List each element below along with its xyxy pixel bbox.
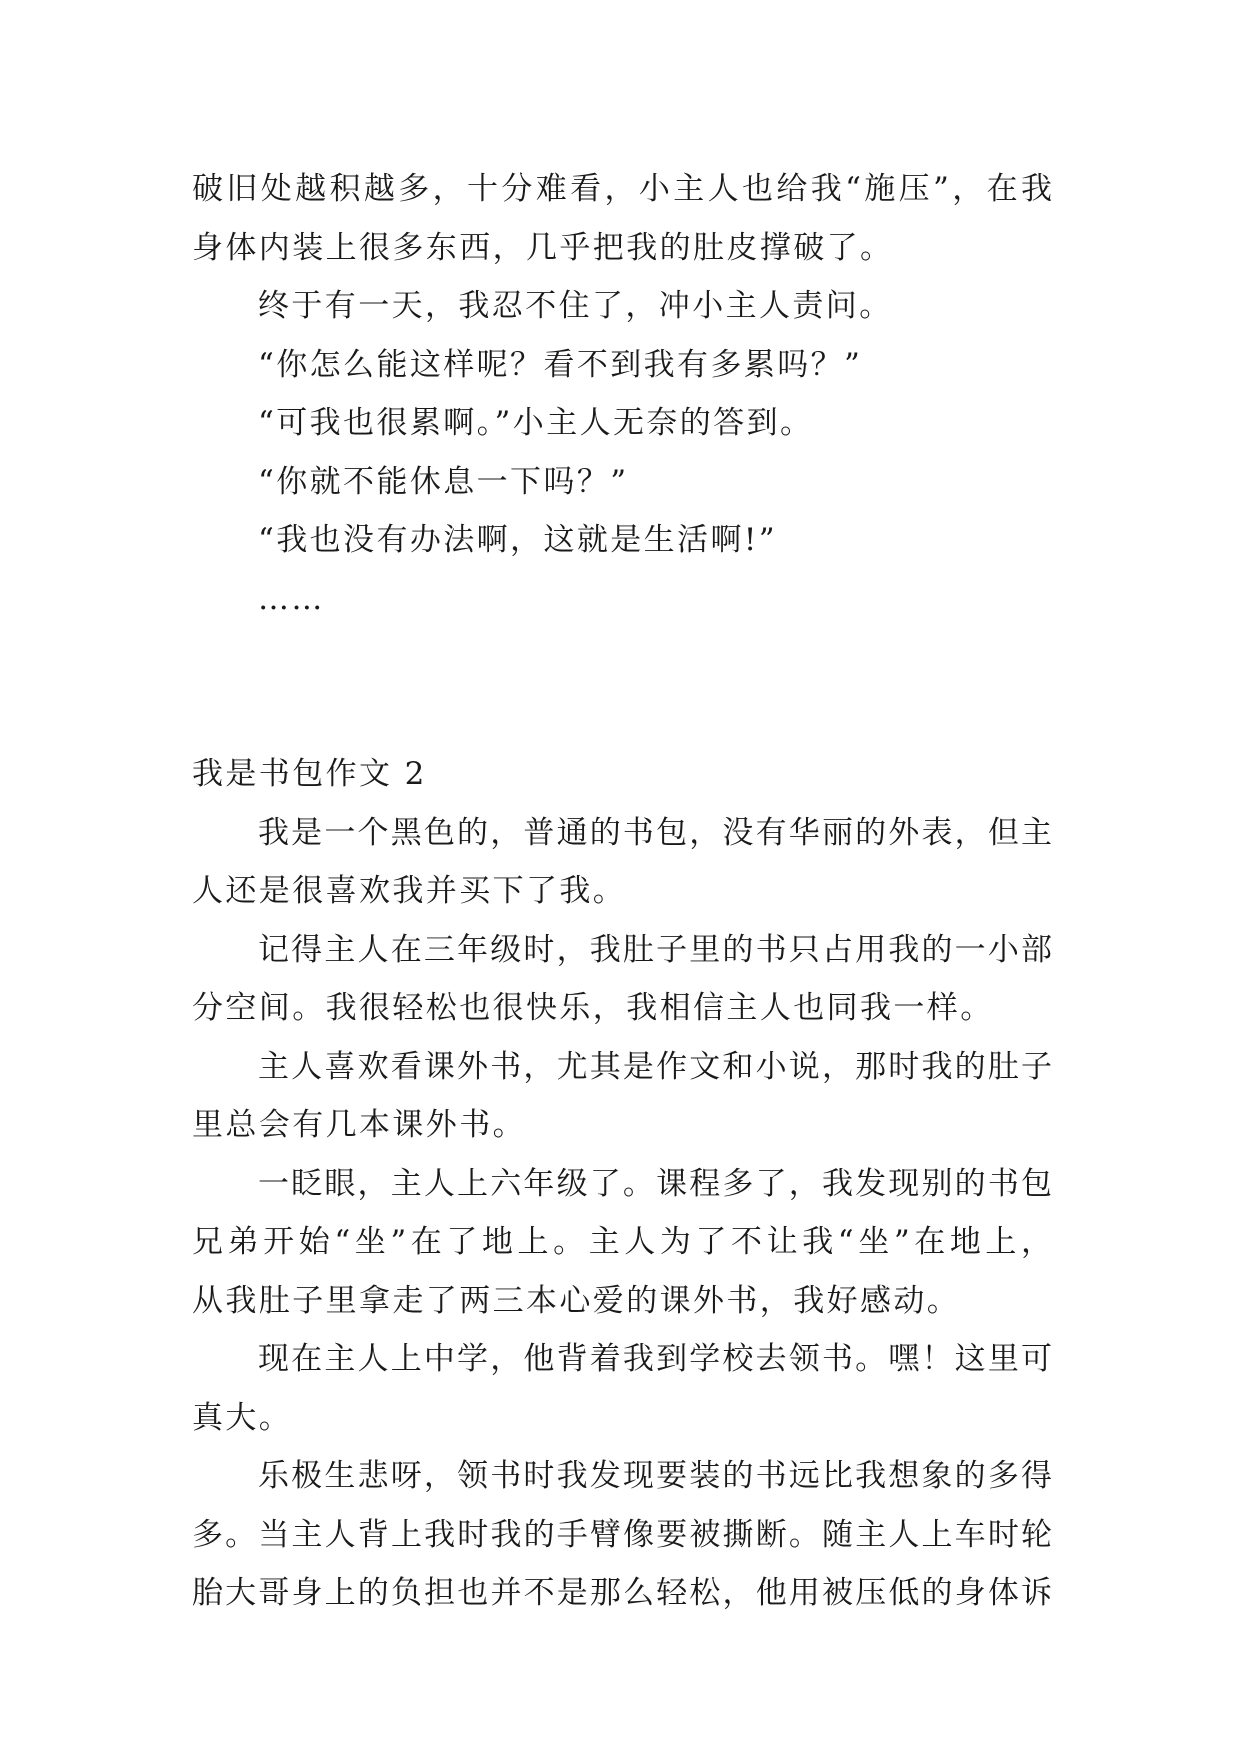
document-page bbox=[192, 160, 1052, 1623]
paragraph-line: 兄弟开始“坐”在了地上。主人为了不让我“坐”在地上， bbox=[192, 1224, 1052, 1260]
paragraph-line: 乐极生悲呀，领书时我发现要装的书远比我想象的多得 bbox=[258, 1458, 1052, 1494]
section-gap bbox=[192, 628, 1052, 745]
dialogue-line: “可我也很累啊。”小主人无奈的答到。 bbox=[258, 405, 814, 441]
paragraph-line: 记得主人在三年级时，我肚子里的书只占用我的一小部 bbox=[258, 931, 1052, 968]
paragraph-line: 人还是很喜欢我并买下了我。 bbox=[192, 873, 627, 909]
paragraph-line: 胎大哥身上的负担也并不是那么轻松，他用被压低的身体诉 bbox=[192, 1575, 1052, 1611]
dialogue-line: “我也没有办法啊，这就是生活啊!” bbox=[258, 522, 777, 558]
paragraph-line: 分空间。我很轻松也很快乐，我相信主人也同我一样。 bbox=[192, 990, 994, 1026]
paragraph-line: 从我肚子里拿走了两三本心爱的课外书，我好感动。 bbox=[192, 1282, 961, 1319]
paragraph-line: 多。当主人背上我时我的手臂像要被撕断。随主人上车时轮 bbox=[192, 1516, 1052, 1553]
paragraph-line: 真大。 bbox=[192, 1399, 293, 1436]
dialogue-line: “你就不能休息一下吗？” bbox=[258, 463, 629, 500]
text-line: 身体内装上很多东西，几乎把我的肚皮撑破了。 bbox=[192, 229, 894, 266]
text-line: 破旧处越积越多，十分难看，小主人也给我“施压”，在我 bbox=[192, 171, 1052, 207]
dialogue-line: “你怎么能这样呢？看不到我有多累吗？” bbox=[258, 346, 863, 383]
essay-title: 我是书包作文 2 bbox=[192, 756, 427, 792]
paragraph-line: 一眨眼，主人上六年级了。课程多了，我发现别的书包 bbox=[258, 1165, 1052, 1202]
paragraph-line: 我是一个黑色的，普通的书包，没有华丽的外表，但主 bbox=[258, 814, 1052, 851]
paragraph: 终于有一天，我忍不住了，冲小主人责问。 bbox=[258, 288, 893, 324]
ellipsis: …… bbox=[258, 580, 325, 617]
paragraph-line: 现在主人上中学，他背着我到学校去领书。嘿！这里可 bbox=[258, 1341, 1052, 1377]
paragraph-line: 里总会有几本课外书。 bbox=[192, 1107, 526, 1143]
paragraph-line: 主人喜欢看课外书，尤其是作文和小说，那时我的肚子 bbox=[258, 1048, 1052, 1085]
